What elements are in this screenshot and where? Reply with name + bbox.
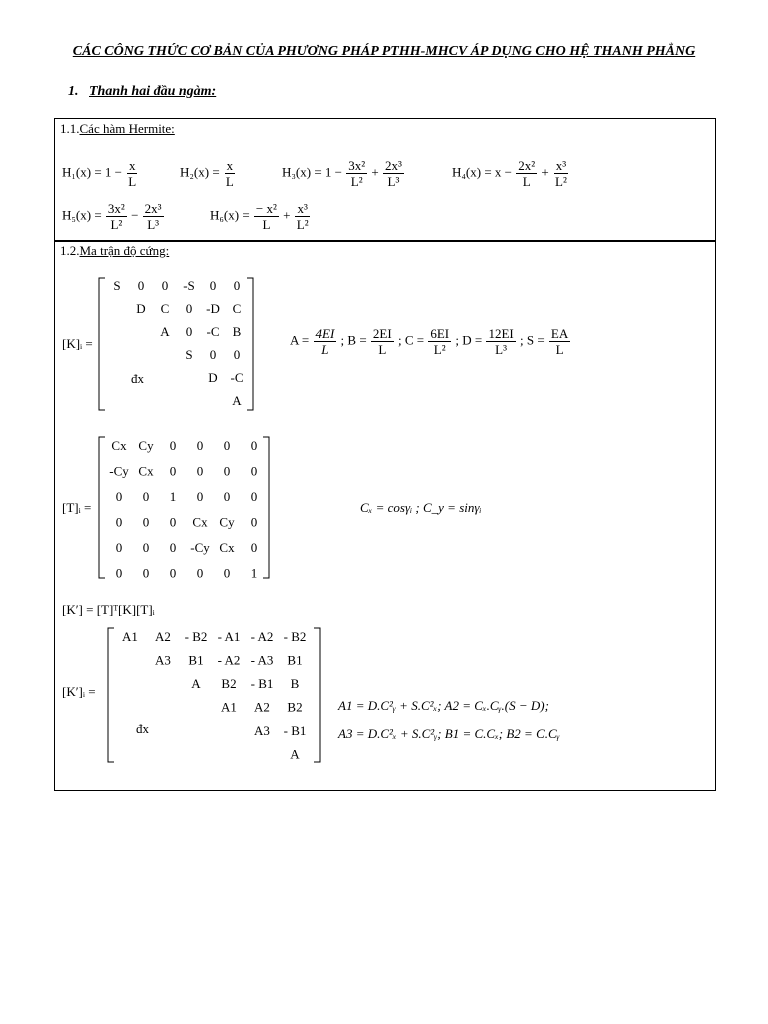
matrix-cell: - B1: [250, 676, 274, 691]
matrix-cell: 0: [142, 489, 150, 504]
matrix-cell: 0: [185, 301, 193, 316]
matrix-cell: Cx: [138, 463, 154, 479]
matrix-cell: 0: [223, 463, 231, 479]
matrix-cell: 0: [142, 540, 150, 555]
matrix-cell: -C: [206, 324, 220, 339]
h5-formula: H₅(x) = $\frac{\text{3x²}}{\text{L²}}$ − $\frac{\text{2x³}}{\text{L³}}$: [62, 201, 162, 232]
matrix-cell: - A3: [250, 652, 274, 668]
matrix-cell: A1: [221, 699, 237, 715]
matrix-cell: 0: [169, 565, 177, 581]
matrix-cell: 0: [185, 324, 193, 339]
matrix-cell: S: [113, 278, 121, 293]
matrix-cell: B: [232, 324, 242, 339]
matrix-cell: 1: [250, 565, 258, 581]
matrix-cell: 0: [250, 438, 258, 453]
matrix-cell: -C: [230, 370, 244, 385]
matrix-cell: C: [160, 301, 170, 316]
section-heading: [68, 84, 216, 100]
matrix-cell: A: [160, 324, 170, 339]
matrix-cell: 0: [196, 565, 204, 581]
matrix-cell: Cy: [219, 514, 235, 530]
matrix-cell: S: [185, 347, 193, 362]
matrix-cell: A3: [155, 652, 171, 668]
matrix-cell: 0: [196, 463, 204, 479]
matrix-cell: - B2: [184, 629, 208, 644]
k-matrix: [95, 272, 260, 414]
subsection-hermite: 1.1.Các hàm Hermite:: [60, 121, 175, 136]
matrix-cell: Cx: [219, 540, 235, 555]
matrix-cell: -Cy: [190, 540, 210, 555]
kprime-matrix: [100, 624, 330, 766]
matrix-cell: A3: [254, 723, 270, 738]
matrix-cell: 0: [209, 278, 217, 293]
k-symmetric-label: đx: [131, 371, 144, 386]
kprime-matrix-label: [K′]ᵢ =: [62, 684, 96, 699]
matrix-cell: 0: [196, 489, 204, 504]
matrix-cell: 0: [209, 347, 217, 362]
direction-cosines: Cₓ = cosγᵢ ; C_y = sinγᵢ: [360, 500, 482, 515]
matrix-cell: 0: [250, 540, 258, 555]
subsection-stiffness: 1.2.Ma trận độ cứng:: [60, 243, 170, 258]
matrix-cell: Cx: [111, 438, 127, 453]
matrix-cell: - A2: [217, 652, 241, 668]
kprime-symmetric-label: đx: [136, 721, 149, 736]
matrix-cell: 0: [161, 278, 169, 293]
matrix-cell: A: [290, 746, 300, 762]
matrix-cell: -S: [183, 278, 195, 293]
matrix-cell: 0: [169, 463, 177, 479]
matrix-cell: 1: [169, 489, 177, 504]
matrix-cell: 0: [115, 514, 123, 530]
matrix-cell: 0: [142, 514, 150, 530]
matrix-cell: 0: [223, 489, 231, 504]
matrix-cell: 0: [223, 565, 231, 581]
h1-formula: H₁(x) = 1 − $\frac{x}{L}$: [62, 158, 137, 189]
matrix-cell: B2: [287, 699, 303, 715]
page-title: CÁC CÔNG THỨC CƠ BẢN CỦA PHƯƠNG PHÁP PTHH-MHCV ÁP DỤNG CHO HỆ THANH PHẲNG: [72, 44, 696, 59]
matrix-cell: C: [232, 301, 242, 316]
matrix-cell: 0: [137, 278, 145, 293]
matrix-cell: 0: [169, 540, 177, 555]
t-matrix: [95, 432, 275, 582]
matrix-cell: -Cy: [109, 463, 129, 479]
matrix-cell: - B1: [283, 723, 307, 738]
matrix-cell: A2: [254, 699, 270, 715]
matrix-cell: 0: [233, 347, 241, 362]
matrix-cell: 0: [250, 489, 258, 504]
matrix-cell: 0: [142, 565, 150, 581]
matrix-cell: Cy: [138, 438, 154, 453]
matrix-cell: B1: [188, 652, 204, 668]
matrix-cell: 0: [250, 463, 258, 479]
h3-formula: H₃(x) = 1 − $\frac{\text{3x²}}{\text{L²}}$ + $\frac{\text{2x³}}{\text{L³}}$: [282, 158, 402, 189]
matrix-cell: 0: [115, 565, 123, 581]
matrix-cell: 0: [233, 278, 241, 293]
matrix-cell: - B2: [283, 629, 307, 644]
matrix-cell: - A1: [217, 629, 241, 644]
section-number: 1.: [68, 84, 79, 99]
matrix-cell: D: [136, 301, 146, 316]
section-title: Thanh hai đầu ngàm:: [89, 84, 217, 99]
k-matrix-label: [K]ᵢ =: [62, 336, 93, 351]
a-definitions-line1: A1 = D.C²ᵧ + S.C²ₓ; A2 = Cₓ.Cᵧ.(S − D);: [338, 698, 549, 713]
matrix-cell: -D: [206, 301, 220, 316]
matrix-cell: B1: [287, 652, 303, 668]
hermite-label: Các hàm Hermite:: [79, 121, 175, 136]
matrix-cell: 0: [115, 489, 123, 504]
matrix-cell: A: [191, 676, 201, 691]
stiffness-coefficients: A = $\frac{4EI}{L}$ ; B = $\frac{2EI}{L}$ ; C = $\frac{6EI}{\text{L²}}$ ; D = $\frac{12EI}{\text{L³}}$ ; S = $\frac{EA}{L}$: [290, 326, 569, 357]
matrix-cell: 0: [223, 438, 231, 453]
matrix-cell: 0: [196, 438, 204, 453]
matrix-cell: 0: [250, 514, 258, 530]
transform-equation: [K′] = [T]ᵀ[K][T]ᵢ: [62, 602, 155, 617]
t-matrix-label: [T]ᵢ =: [62, 500, 92, 515]
matrix-cell: - A2: [250, 629, 274, 644]
matrix-cell: 0: [115, 540, 123, 555]
matrix-cell: A1: [122, 629, 138, 644]
h6-formula: H₆(x) = $\frac{\text{− x²}}{L}$ + $\frac{\text{x³}}{\text{L²}}$: [210, 201, 309, 232]
matrix-cell: 0: [169, 438, 177, 453]
matrix-cell: B2: [221, 676, 237, 691]
a-definitions-line2: A3 = D.C²ₓ + S.C²ᵧ; B1 = C.Cₓ; B2 = C.Cᵧ: [338, 726, 560, 741]
matrix-cell: A: [232, 393, 242, 408]
matrix-cell: D: [208, 370, 218, 385]
matrix-cell: Cx: [192, 514, 208, 530]
matrix-cell: A2: [155, 629, 171, 644]
stiffness-label: Ma trận độ cứng:: [79, 243, 170, 258]
h2-formula: H₂(x) = $\frac{x}{L}$: [180, 158, 234, 189]
matrix-cell: 0: [169, 514, 177, 530]
h4-formula: H₄(x) = x − $\frac{\text{2x²}}{L}$ + $\frac{\text{x³}}{\text{L²}}$: [452, 158, 567, 189]
matrix-cell: B: [290, 676, 300, 691]
